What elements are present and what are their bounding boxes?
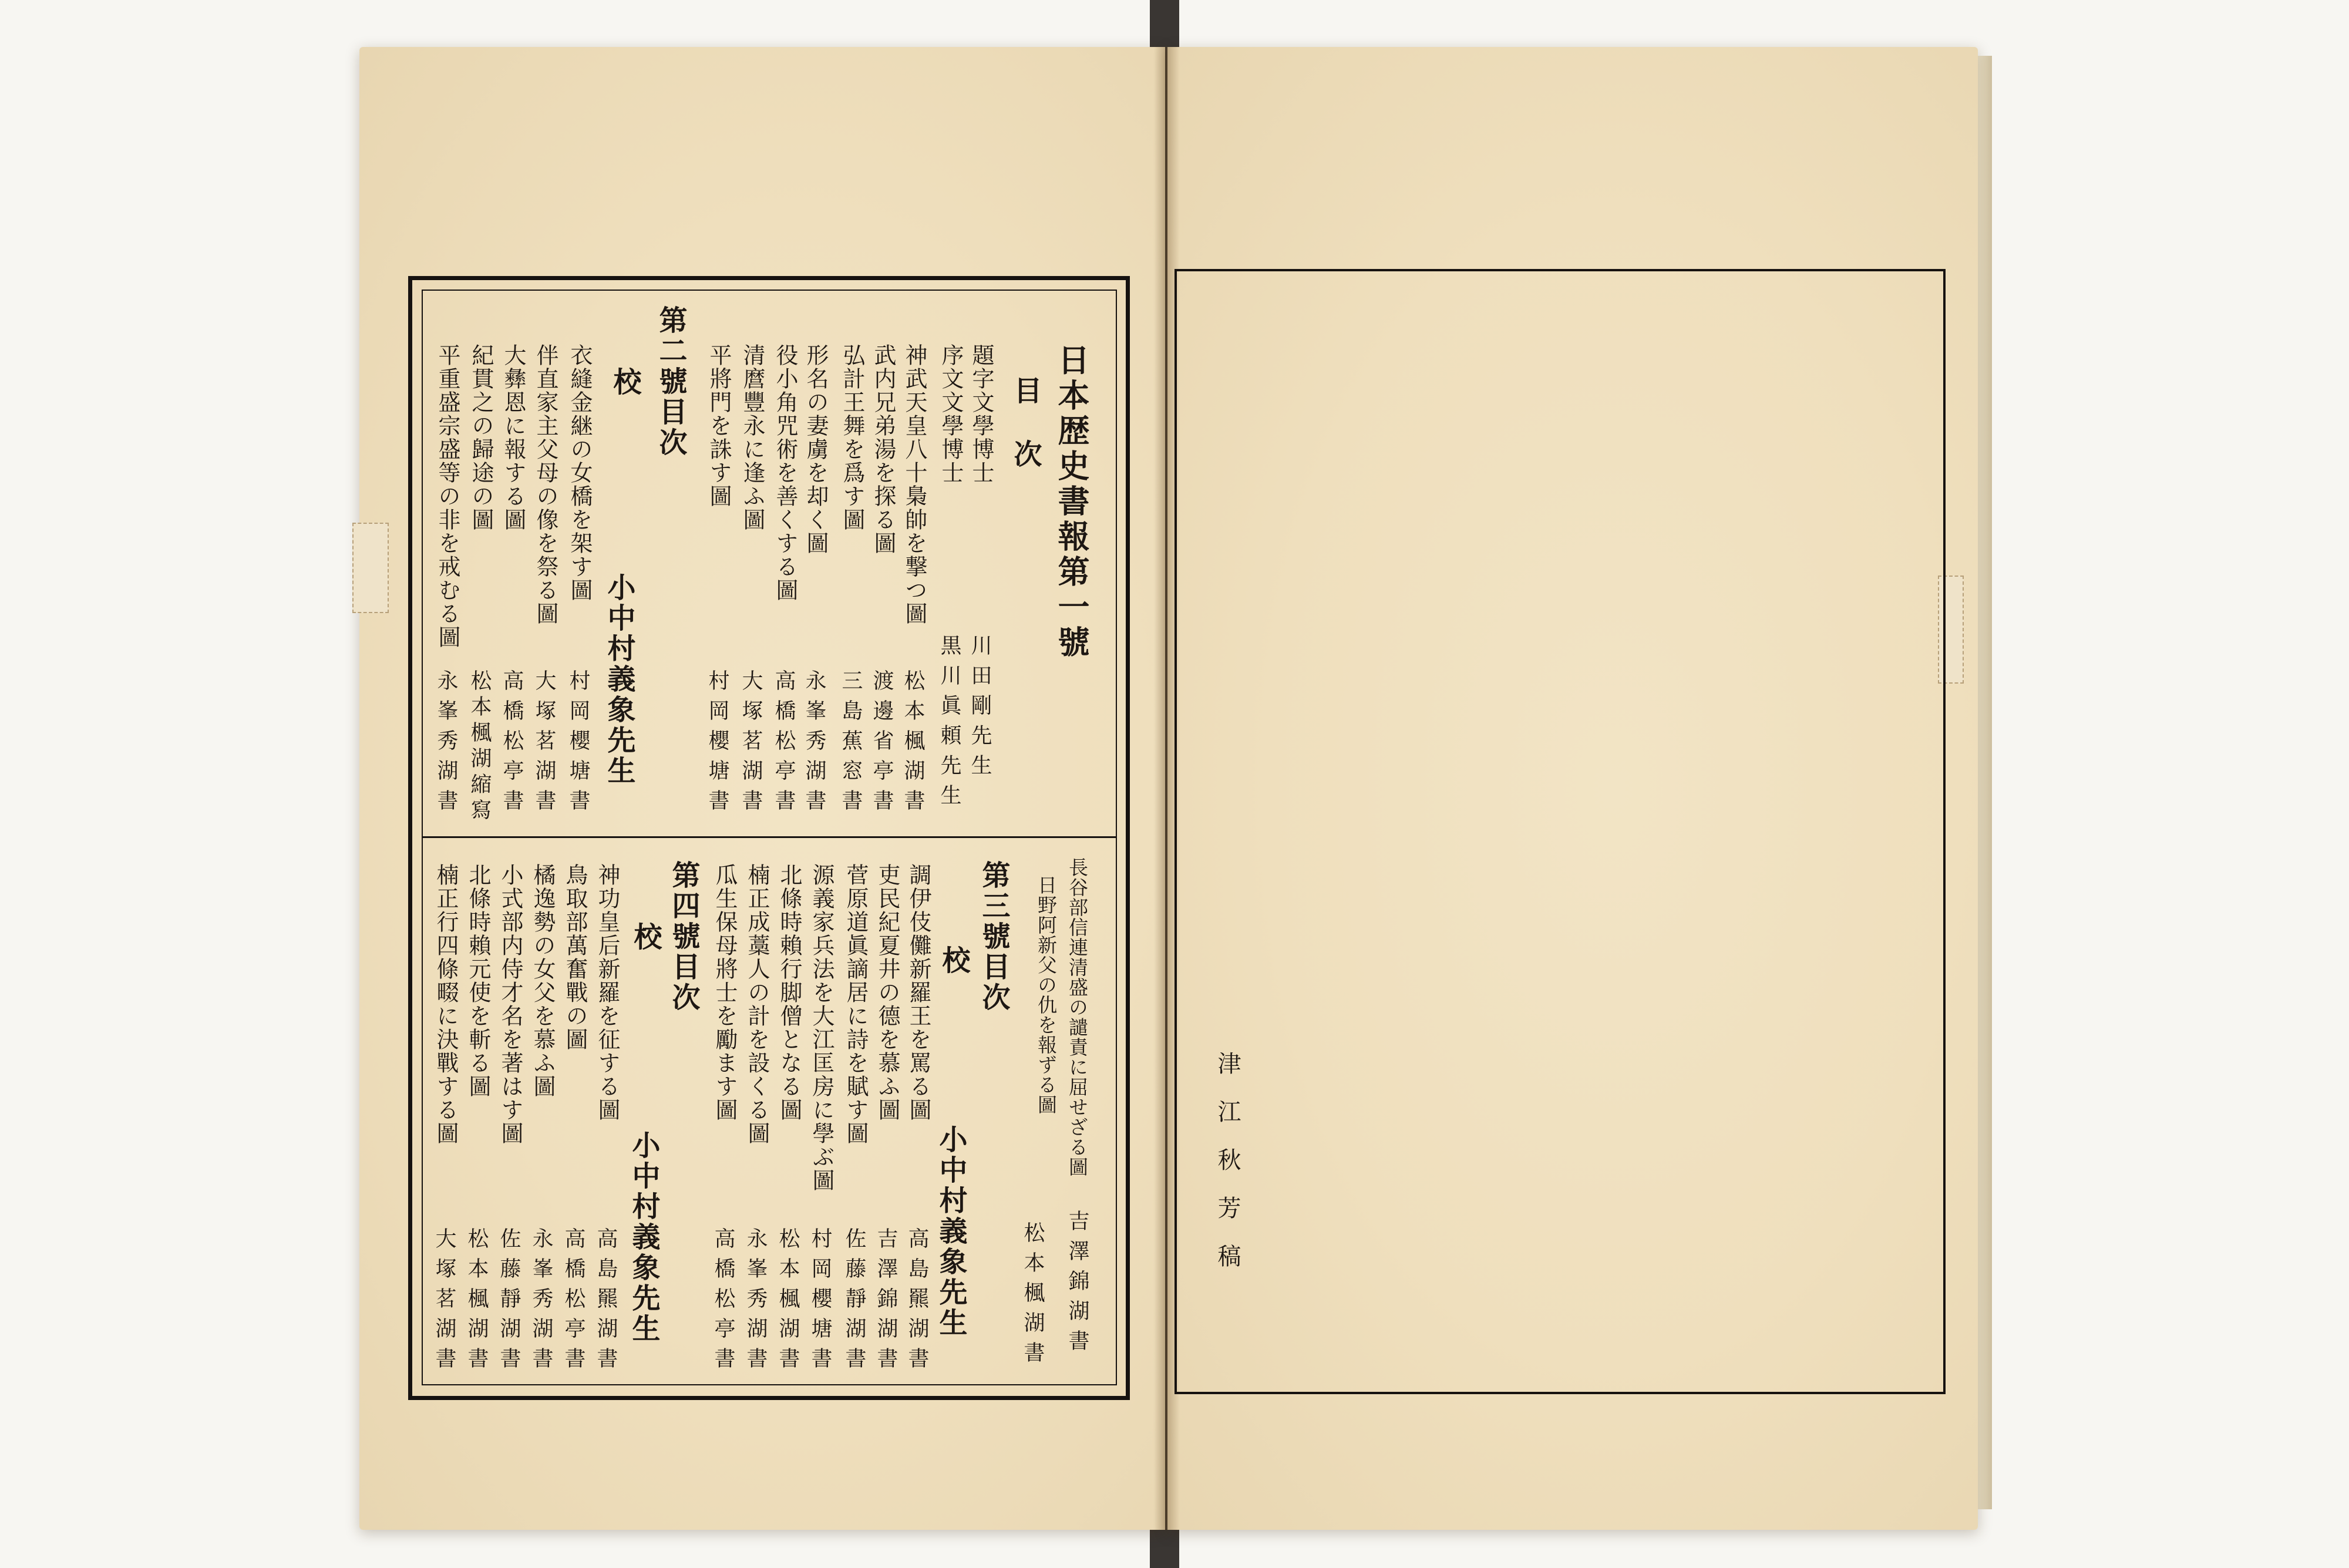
issue2-item: 大彝恩に報する圖 [500, 344, 526, 531]
issue2-item-author: 高橋松亭書 [500, 669, 524, 819]
toc-title: 日本歴史書報第一號 [1053, 344, 1091, 661]
issue2-item-author: 永峯秀湖書 [434, 669, 458, 819]
issue3-proofreader-label: 校 [937, 945, 970, 976]
issue1-item-author: 三島蕉窓書 [839, 669, 863, 819]
issue3-item-author: 永峯秀湖書 [743, 1227, 768, 1377]
issue3-item: 源義家兵法を大江匡房に學ぶ圖 [809, 863, 834, 1192]
issue1-item: 題字文學博士 [968, 344, 994, 484]
issue3-item: 北條時賴行脚僧となる圖 [776, 863, 802, 1122]
issue1-item-author: 松本楓湖書 [901, 669, 925, 819]
issue4-proofreader-label: 校 [629, 922, 662, 953]
issue2-proofreader-label: 校 [608, 367, 641, 398]
issue2-item: 紀貫之の歸途の圖 [468, 344, 494, 531]
issue2-item-author: 村岡櫻塘書 [566, 669, 590, 819]
issue1-item: 武内兄弟湯を探る圖 [870, 344, 896, 555]
issue1-heading: 目次 [1009, 376, 1042, 503]
issue3-proofreader: 小中村義象先生 [934, 1125, 967, 1338]
issue4-item-author: 佐藤靜湖書 [497, 1227, 521, 1377]
torn-paper-mark [352, 523, 389, 613]
issue1-item-author: 村岡櫻塘書 [705, 669, 729, 819]
issue3-item-author: 松本楓湖書 [776, 1227, 800, 1377]
issue3-heading: 第三號目次 [977, 860, 1010, 1013]
issue3-item: 吏民紀夏井の德を慕ふ圖 [874, 863, 900, 1122]
issue3-item: 調伊伎儺新羅王を罵る圖 [906, 863, 931, 1122]
issue3-item-author: 高橋松亭書 [711, 1227, 735, 1377]
issue1-item: 平將門を誅す圖 [706, 344, 732, 508]
issue2-item: 平重盛宗盛等の非を戒むる圖 [435, 344, 460, 649]
issue1-item-author: 永峯秀湖書 [802, 669, 826, 819]
issue3-item: 瓜生保母將士を勵ます圖 [712, 863, 738, 1122]
issue4-item: 小式部内侍才名を著はす圖 [497, 863, 523, 1145]
issue2-item-author: 大塚茗湖書 [532, 669, 556, 819]
issue1-extra-author: 松本楓湖書 [1021, 1222, 1045, 1371]
issue4-item: 橘逸勢の女父を慕ふ圖 [530, 863, 556, 1098]
issue4-item: 北條時賴元使を斬る圖 [465, 863, 491, 1098]
right-page-border [1174, 269, 1946, 1394]
issue1-item: 役小角咒術を善くする圖 [772, 344, 798, 602]
issue1-item-author: 渡邊省亭書 [870, 669, 894, 819]
issue1-item-author: 川田剛先生 [968, 634, 992, 784]
issue4-item-author: 松本楓湖書 [465, 1227, 489, 1377]
issue3-item-author: 高島羆湖書 [905, 1227, 929, 1377]
issue3-item: 楠正成藁人の計を設くる圖 [744, 863, 770, 1145]
issue2-proofreader: 小中村義象先生 [603, 573, 635, 786]
issue1-item-author: 大塚茗湖書 [739, 669, 763, 819]
issue4-item: 楠正行四條畷に決戰する圖 [433, 863, 459, 1145]
author-signature: 津江秋芳稿 [1214, 1051, 1241, 1292]
issue1-item: 神武天皇八十梟帥を撃つ圖 [901, 344, 927, 625]
issue3-item-author: 村岡櫻塘書 [808, 1227, 832, 1377]
issue2-item: 衣縫金継の女橋を架す圖 [567, 344, 593, 602]
issue1-extra-item: 長谷部信連清盛の譴責に屈せざる圖 [1066, 857, 1089, 1177]
issue1-item: 序文文學博士 [938, 344, 964, 484]
issue4-item: 鳥取部萬奮戰の圖 [562, 863, 588, 1051]
issue3-item-author: 吉澤錦湖書 [874, 1227, 898, 1377]
issue4-proofreader: 小中村義象先生 [627, 1130, 660, 1344]
issue4-item-author: 高島羆湖書 [594, 1227, 618, 1377]
issue3-item-author: 佐藤靜湖書 [842, 1227, 866, 1377]
issue4-item-author: 永峯秀湖書 [529, 1227, 553, 1377]
issue1-extra-item: 日野阿新父の仇を報ずる圖 [1035, 875, 1058, 1115]
issue1-extra-author: 吉澤錦湖書 [1065, 1210, 1089, 1360]
issue3-item: 菅原道眞謫居に詩を賦す圖 [843, 863, 869, 1145]
toc-section-divider [422, 836, 1116, 838]
issue4-item: 神功皇后新羅を征する圖 [594, 863, 620, 1122]
issue4-heading: 第四號目次 [667, 860, 700, 1013]
issue2-item-author: 松本楓湖縮寫 [467, 669, 492, 825]
issue1-item-author: 高橋松亭書 [772, 669, 796, 819]
issue1-item: 弘計王舞を爲す圖 [839, 344, 865, 531]
issue4-item-author: 大塚茗湖書 [432, 1227, 456, 1377]
issue2-heading: 第二號目次 [654, 305, 687, 458]
issue2-item: 伴直家主父母の像を祭る圖 [533, 344, 558, 625]
issue1-item: 清麿豐永に逢ふ圖 [739, 344, 765, 531]
issue1-item-author: 黒川眞頼先生 [937, 634, 961, 814]
issue1-item: 形名の妻虜を却く圖 [803, 344, 829, 555]
issue4-item-author: 高橋松亭書 [561, 1227, 585, 1377]
